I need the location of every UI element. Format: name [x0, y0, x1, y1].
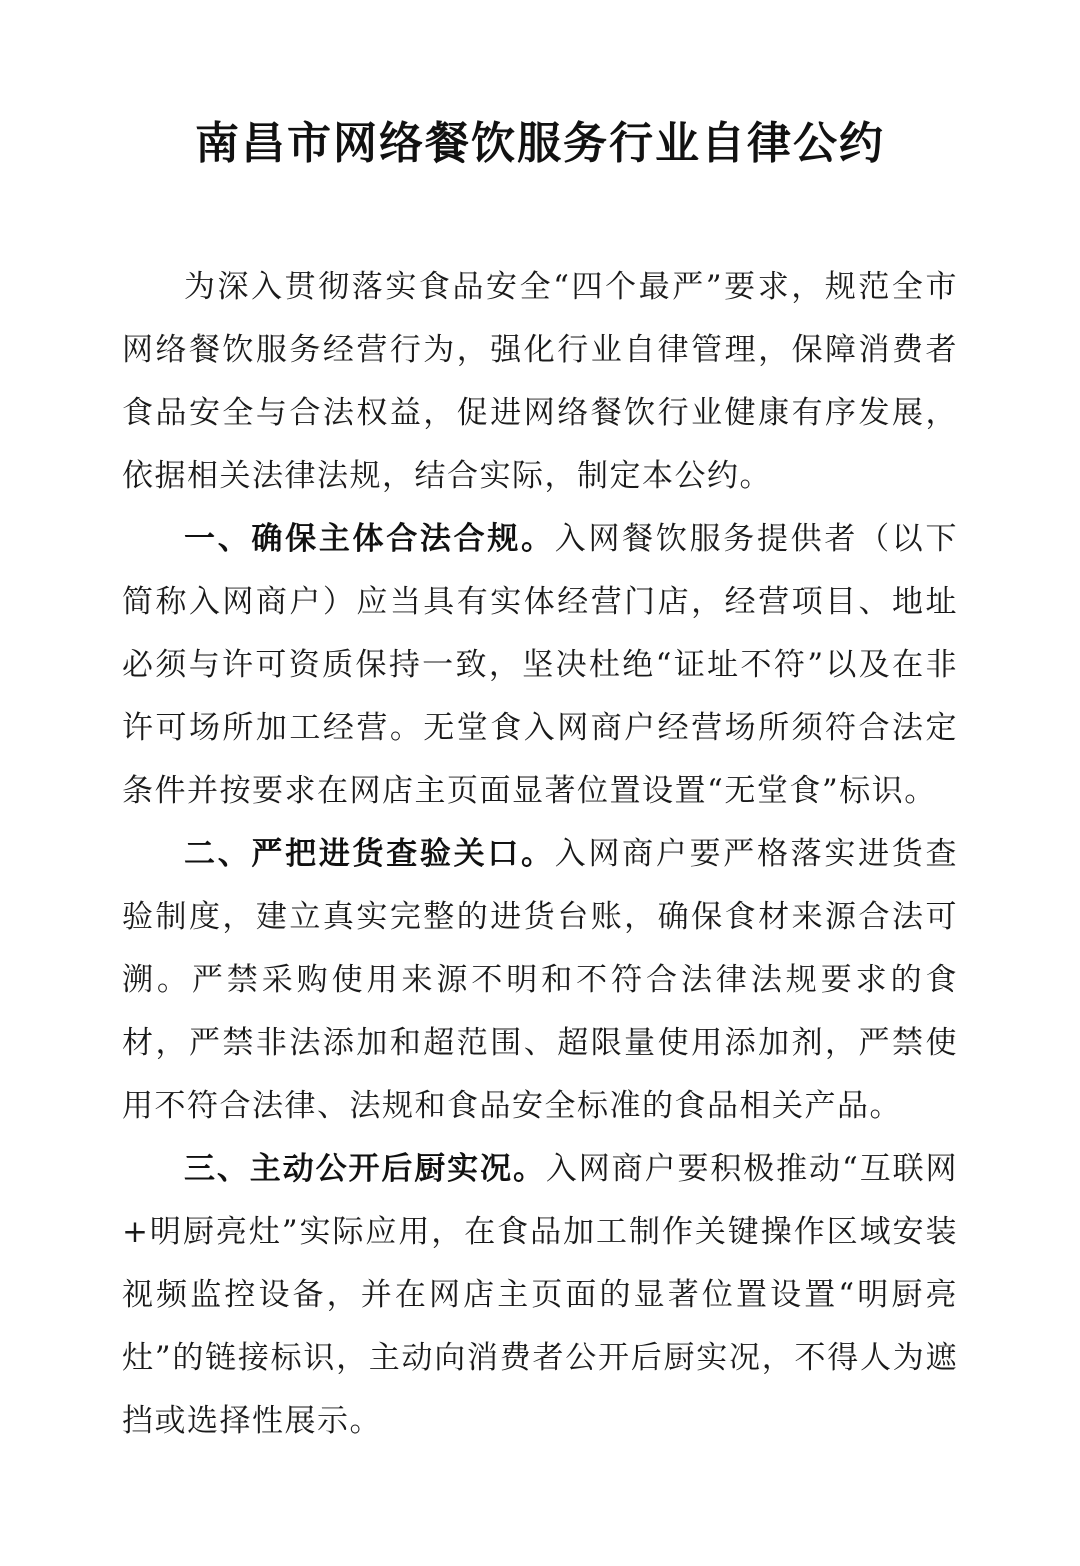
preamble-paragraph: [122, 256, 958, 508]
article-2-paragraph: [122, 823, 958, 1138]
document-title: 南昌市网络餐饮服务行业自律公约: [195, 118, 885, 169]
article-1-heading: 一、确保主体合法合规。: [184, 521, 555, 557]
document-body: [122, 256, 958, 1453]
article-3-text: 入网商户要积极推动“互联网+明厨亮灶”实际应用，在食品加工制作关键操作区域安装视频监控设备，并在网店主页面的显著位置设置“明厨亮灶”的链接标识，主动向消费者公开后厨实况，不得人为遮挡或选择性展示。: [122, 1151, 958, 1439]
article-2-heading: 二、严把进货查验关口。: [184, 836, 555, 872]
article-1-text: 入网餐饮服务提供者（以下简称入网商户）应当具有实体经营门店，经营项目、地址必须与许可资质保持一致，坚决杜绝“证址不符”以及在非许可场所加工经营。无堂食入网商户经营场所须符合法定条件并按要求在网店主页面显著位置设置“无堂食”标识。: [122, 521, 958, 809]
article-3-paragraph: [122, 1138, 958, 1453]
article-2-text: 入网商户要严格落实进货查验制度，建立真实完整的进货台账，确保食材来源合法可溯。严禁采购使用来源不明和不符合法律法规要求的食材，严禁非法添加和超范围、超限量使用添加剂，严禁使用不符合法律、法规和食品安全标准的食品相关产品。: [122, 836, 958, 1124]
article-3-heading: 三、主动公开后厨实况。: [184, 1151, 546, 1187]
article-1-paragraph: [122, 508, 958, 823]
preamble-text: 为深入贯彻落实食品安全“四个最严”要求，规范全市网络餐饮服务经营行为，强化行业自律管理，保障消费者食品安全与合法权益，促进网络餐饮行业健康有序发展，依据相关法律法规，结合实际，制定本公约。: [122, 269, 958, 494]
